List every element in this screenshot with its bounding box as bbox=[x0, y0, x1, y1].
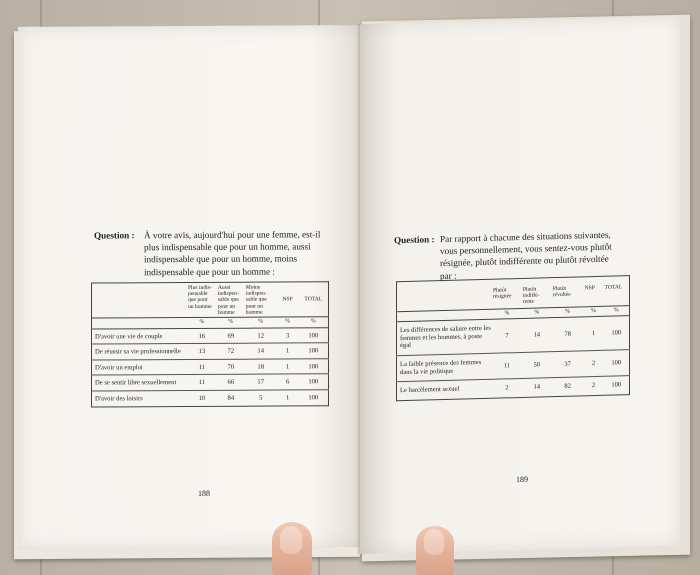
table-row: Le harcèlement sexuel 2 14 82 2 100 bbox=[397, 376, 630, 401]
question-line: À votre avis, aujourd'hui pour une femme, est-il bbox=[144, 229, 321, 241]
right-page bbox=[360, 16, 680, 554]
page-number: 188 bbox=[198, 488, 210, 498]
row-label: De se sentir libre sexuellement bbox=[92, 375, 187, 391]
question-line: indispensable que pour un homme, moins bbox=[144, 253, 298, 265]
row-label: La faible présence des femmes dans la vie politique bbox=[397, 353, 492, 382]
table-header-row bbox=[92, 282, 329, 318]
thumbnail bbox=[424, 529, 444, 555]
table-row: La faible présence des femmes dans la vie politique 11 50 37 2 100 bbox=[397, 350, 630, 382]
left-thumb bbox=[272, 522, 312, 575]
table-row: Les différences de salaire entre les femmes et les hommes, à poste égal 7 14 78 1 100 bbox=[397, 316, 630, 356]
right-question bbox=[394, 228, 642, 281]
right-survey-table bbox=[396, 275, 630, 401]
table-row: D'avoir des loisirs 10 84 5 1 100 bbox=[92, 390, 329, 407]
column-header: NSP bbox=[282, 296, 293, 303]
row-label: D'avoir des loisirs bbox=[92, 391, 187, 407]
left-question bbox=[94, 228, 330, 277]
column-header: TOTAL bbox=[304, 296, 323, 303]
question-line: Par rapport à chacune des situations suivantes, bbox=[440, 229, 611, 245]
right-thumb bbox=[416, 526, 454, 575]
column-header: NSP bbox=[584, 285, 595, 292]
question-line: par : bbox=[440, 270, 457, 281]
column-header: Aussi indispen- sable que pour un homme bbox=[217, 284, 239, 316]
page-number: 189 bbox=[516, 474, 528, 485]
thumbnail bbox=[280, 526, 302, 554]
table-row: D'avoir une vie de couple 16 69 12 3 100 bbox=[92, 327, 329, 344]
question-label: Question : bbox=[94, 230, 135, 241]
row-label: D'avoir un emploi bbox=[92, 359, 187, 375]
column-header: Plus indis- pensable que pour un homme bbox=[187, 284, 212, 310]
question-line: plus indispensable que pour un homme, aussi bbox=[144, 241, 311, 253]
column-header: Plutôt résignée bbox=[492, 287, 512, 300]
left-survey-table bbox=[91, 281, 329, 407]
question-line: vous personnellement, vous sentez-vous plutôt bbox=[440, 241, 612, 257]
column-header: TOTAL bbox=[604, 284, 623, 291]
table-row: D'avoir un emploi 11 70 18 1 100 bbox=[92, 359, 329, 376]
percent-row: % % % % % bbox=[92, 317, 329, 329]
question-line: résignée, plutôt indifférente ou plutôt révoltée bbox=[440, 254, 609, 269]
question-label: Question : bbox=[394, 234, 435, 246]
row-label: De réussir sa vie professionnelle bbox=[92, 344, 187, 360]
row-label: Les différences de salaire entre les femmes et les hommes, à poste égal bbox=[400, 324, 491, 350]
row-label: Le harcèlement sexuel bbox=[397, 379, 492, 400]
column-header: Plutôt indiffé- rente bbox=[522, 286, 540, 306]
left-page bbox=[18, 25, 362, 549]
table-row: De réussir sa vie professionnelle 13 72 14 1 100 bbox=[92, 343, 329, 360]
table-row: De se sentir libre sexuellement 11 66 17 6 100 bbox=[92, 374, 329, 391]
column-header: Moins indispen- sable que pour un homme bbox=[245, 284, 267, 316]
question-line: indispensable que pour un homme : bbox=[144, 266, 275, 277]
column-header: Plutôt révoltée bbox=[552, 285, 571, 299]
percent-row: % % % % % bbox=[397, 305, 630, 322]
row-label: D'avoir une vie de couple bbox=[95, 332, 163, 341]
